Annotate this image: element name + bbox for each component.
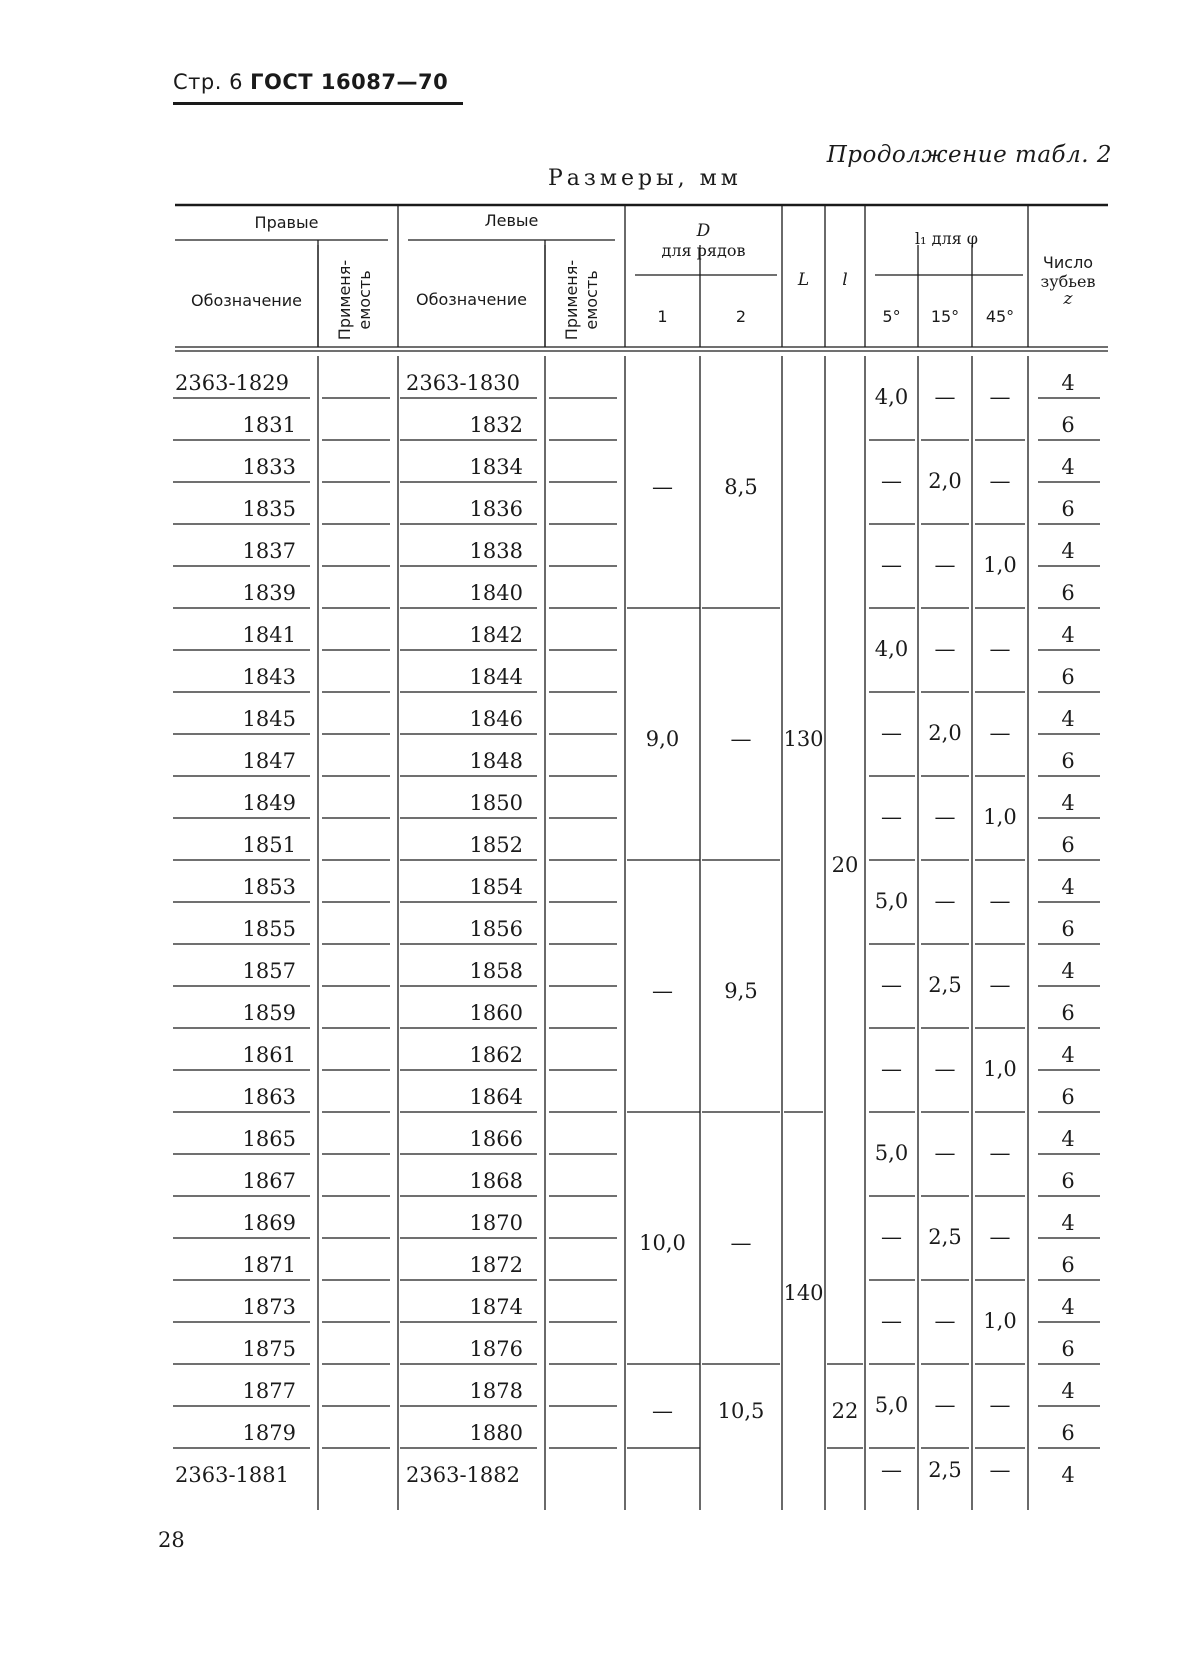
l1-angle15-value: — xyxy=(934,805,956,829)
right-designation: 1859 xyxy=(242,1001,296,1025)
teeth-count: 6 xyxy=(1061,1001,1075,1025)
teeth-count: 6 xyxy=(1061,749,1075,773)
teeth-count: 6 xyxy=(1061,581,1075,605)
l1-angle15-value: — xyxy=(934,1309,956,1333)
l1-angle45-value: 1,0 xyxy=(983,805,1017,829)
l1-angle15-value: 2,5 xyxy=(928,1458,962,1482)
l1-angle15-value: — xyxy=(934,1393,956,1417)
header-left-label: Левые xyxy=(484,211,539,230)
d-row2-value: 9,5 xyxy=(724,979,758,1003)
teeth-count: 4 xyxy=(1061,371,1075,395)
left-designation: 1852 xyxy=(469,833,523,857)
right-designation: 1869 xyxy=(242,1211,296,1235)
teeth-count: 6 xyxy=(1061,413,1075,437)
l1-angle15-value: 2,5 xyxy=(928,973,962,997)
right-designation: 1847 xyxy=(242,749,296,773)
right-designation: 1833 xyxy=(242,455,296,479)
l1-angle5-value: 5,0 xyxy=(874,1393,909,1417)
left-designation: 1836 xyxy=(469,497,523,521)
l-value: 20 xyxy=(831,853,859,877)
l1-angle15-value: — xyxy=(934,637,956,661)
left-designation: 1878 xyxy=(469,1379,523,1403)
header-teeth-1: Число xyxy=(1042,253,1094,272)
l1-angle15-value: 2,0 xyxy=(928,721,962,745)
teeth-count: 4 xyxy=(1061,1211,1075,1235)
right-designation: 1853 xyxy=(242,875,296,899)
teeth-count: 6 xyxy=(1061,1253,1075,1277)
teeth-count: 4 xyxy=(1061,1295,1075,1319)
header-d-row-2: 2 xyxy=(735,307,747,326)
left-designation: 1860 xyxy=(469,1001,523,1025)
left-designation: 1850 xyxy=(469,791,523,815)
right-designation: 1831 xyxy=(242,413,296,437)
left-designation: 1862 xyxy=(469,1043,523,1067)
header-applicability-left: Применя- xyxy=(562,259,581,341)
teeth-count: 6 xyxy=(1061,1169,1075,1193)
right-designation: 1879 xyxy=(242,1421,296,1445)
right-designation: 1843 xyxy=(242,665,296,689)
right-designation: 1865 xyxy=(242,1127,296,1151)
header-d-row-1: 1 xyxy=(657,307,668,326)
l1-angle5-value: — xyxy=(881,469,902,493)
l1-angle15-value: — xyxy=(934,1057,956,1081)
left-designation: 1846 xyxy=(469,707,523,731)
l1-angle5-value: 5,0 xyxy=(874,1141,909,1165)
l1-angle5-value: — xyxy=(881,553,902,577)
left-designation: 1854 xyxy=(469,875,523,899)
right-designation: 1849 xyxy=(242,791,296,815)
left-designation: 2363-1830 xyxy=(406,371,520,395)
left-designation: 1864 xyxy=(469,1085,523,1109)
l1-angle45-value: — xyxy=(989,973,1011,997)
l1-angle45-value: — xyxy=(989,1225,1011,1249)
l1-angle45-value: 1,0 xyxy=(983,1309,1017,1333)
l1-angle5-value: — xyxy=(881,1225,902,1249)
teeth-count: 6 xyxy=(1061,665,1075,689)
units-caption: Размеры, мм xyxy=(548,166,742,191)
l1-angle15-value: 2,5 xyxy=(928,1225,962,1249)
left-designation: 1874 xyxy=(469,1295,523,1319)
l1-angle5-value: — xyxy=(881,1458,902,1482)
right-designation: 1861 xyxy=(242,1043,296,1067)
left-designation: 1880 xyxy=(469,1421,523,1445)
L-value: 130 xyxy=(783,727,824,751)
l1-angle5-value: — xyxy=(881,1309,902,1333)
l1-angle45-value: 1,0 xyxy=(983,1057,1017,1081)
d-row2-value: — xyxy=(730,727,752,751)
d-row1-value: — xyxy=(652,475,673,499)
l1-angle15-value: — xyxy=(934,385,956,409)
d-row1-value: 10,0 xyxy=(639,1231,686,1255)
header-standard-code: ГОСТ 16087—70 xyxy=(250,70,449,94)
left-designation: 1844 xyxy=(469,665,523,689)
l1-angle45-value: — xyxy=(989,469,1011,493)
header-d-symbol: D xyxy=(696,221,711,241)
right-designation: 1845 xyxy=(242,707,296,731)
teeth-count: 6 xyxy=(1061,833,1075,857)
header-angle-5: 5° xyxy=(882,307,901,326)
teeth-count: 6 xyxy=(1061,1337,1075,1361)
header-L: L xyxy=(797,270,810,290)
l1-angle45-value: — xyxy=(989,385,1011,409)
l1-angle45-value: 1,0 xyxy=(983,553,1017,577)
l1-angle45-value: — xyxy=(989,1393,1011,1417)
left-designation: 1856 xyxy=(469,917,523,941)
l1-angle15-value: — xyxy=(934,1141,956,1165)
right-designation: 1857 xyxy=(242,959,296,983)
right-designation: 1867 xyxy=(242,1169,296,1193)
teeth-count: 4 xyxy=(1061,1379,1075,1403)
teeth-count: 4 xyxy=(1061,1043,1075,1067)
header-l1-caption: l₁ для φ xyxy=(914,229,979,248)
left-designation: 1858 xyxy=(469,959,523,983)
header-teeth-3: z xyxy=(1063,289,1073,309)
header-designation-right: Обозначение xyxy=(190,291,303,310)
right-designation: 1839 xyxy=(242,581,296,605)
d-row2-value: 8,5 xyxy=(724,475,758,499)
teeth-count: 4 xyxy=(1061,791,1075,815)
header-applicability-right-2: емость xyxy=(355,270,374,330)
right-designation: 1851 xyxy=(242,833,296,857)
teeth-count: 6 xyxy=(1061,1085,1075,1109)
table-continuation-caption: Продолжение табл. 2 xyxy=(826,142,1112,168)
left-designation: 1868 xyxy=(469,1169,523,1193)
header-right-label: Правые xyxy=(254,213,319,232)
teeth-count: 4 xyxy=(1061,455,1075,479)
left-designation: 1876 xyxy=(469,1337,523,1361)
left-designation: 1838 xyxy=(469,539,523,563)
l1-angle5-value: — xyxy=(881,973,902,997)
teeth-count: 4 xyxy=(1061,707,1075,731)
header-l: l xyxy=(842,270,848,290)
L-value: 140 xyxy=(783,1281,824,1305)
l1-angle15-value: — xyxy=(934,553,956,577)
left-designation: 1848 xyxy=(469,749,523,773)
l1-angle5-value: — xyxy=(881,1057,902,1081)
header-teeth-2: зубьев xyxy=(1040,272,1096,291)
left-designation: 1834 xyxy=(469,455,523,479)
l1-angle5-value: 5,0 xyxy=(874,889,909,913)
teeth-count: 4 xyxy=(1061,623,1075,647)
teeth-count: 4 xyxy=(1061,1463,1075,1487)
l1-angle45-value: — xyxy=(989,889,1011,913)
header-applicability-right: Применя- xyxy=(335,259,354,341)
right-designation: 1863 xyxy=(242,1085,296,1109)
l1-angle15-value: — xyxy=(934,889,956,913)
right-designation: 1871 xyxy=(242,1253,296,1277)
right-designation: 1841 xyxy=(242,623,296,647)
right-designation: 1873 xyxy=(242,1295,296,1319)
l1-angle5-value: — xyxy=(881,721,902,745)
right-designation: 1875 xyxy=(242,1337,296,1361)
left-designation: 1842 xyxy=(469,623,523,647)
header-angle-45: 45° xyxy=(985,307,1015,326)
l1-angle45-value: — xyxy=(989,637,1011,661)
right-designation: 1877 xyxy=(242,1379,296,1403)
left-designation: 1870 xyxy=(469,1211,523,1235)
l1-angle15-value: 2,0 xyxy=(928,469,962,493)
right-designation: 2363-1881 xyxy=(175,1463,289,1487)
left-designation: 1872 xyxy=(469,1253,523,1277)
right-designation: 1855 xyxy=(242,917,296,941)
teeth-count: 6 xyxy=(1061,497,1075,521)
teeth-count: 4 xyxy=(1061,1127,1075,1151)
teeth-count: 6 xyxy=(1061,1421,1075,1445)
header-designation-left: Обозначение xyxy=(415,290,528,309)
l1-angle5-value: 4,0 xyxy=(874,385,909,409)
left-designation: 1866 xyxy=(469,1127,523,1151)
l1-angle45-value: — xyxy=(989,1141,1011,1165)
right-designation: 1837 xyxy=(242,539,296,563)
header-page-prefix: Стр. 6 xyxy=(173,70,243,94)
d-row1-value: 9,0 xyxy=(645,727,680,751)
left-designation: 1832 xyxy=(469,413,523,437)
l1-angle45-value: — xyxy=(989,721,1011,745)
header-applicability-left-2: емость xyxy=(582,270,601,330)
d-row1-value: — xyxy=(652,1399,673,1423)
l1-angle5-value: — xyxy=(881,805,902,829)
header-angle-15: 15° xyxy=(930,307,960,326)
left-designation: 2363-1882 xyxy=(406,1463,520,1487)
teeth-count: 4 xyxy=(1061,875,1075,899)
l1-angle45-value: — xyxy=(989,1458,1011,1482)
teeth-count: 4 xyxy=(1061,539,1075,563)
l-value: 22 xyxy=(831,1399,859,1423)
header-d-caption: для рядов xyxy=(661,241,746,260)
left-designation: 1840 xyxy=(469,581,523,605)
page-number: 28 xyxy=(158,1528,185,1552)
d-row2-value: 10,5 xyxy=(717,1399,765,1423)
d-row1-value: — xyxy=(652,979,673,1003)
l1-angle5-value: 4,0 xyxy=(874,637,909,661)
right-designation: 2363-1829 xyxy=(175,371,289,395)
right-designation: 1835 xyxy=(242,497,296,521)
teeth-count: 4 xyxy=(1061,959,1075,983)
teeth-count: 6 xyxy=(1061,917,1075,941)
d-row2-value: — xyxy=(730,1231,752,1255)
